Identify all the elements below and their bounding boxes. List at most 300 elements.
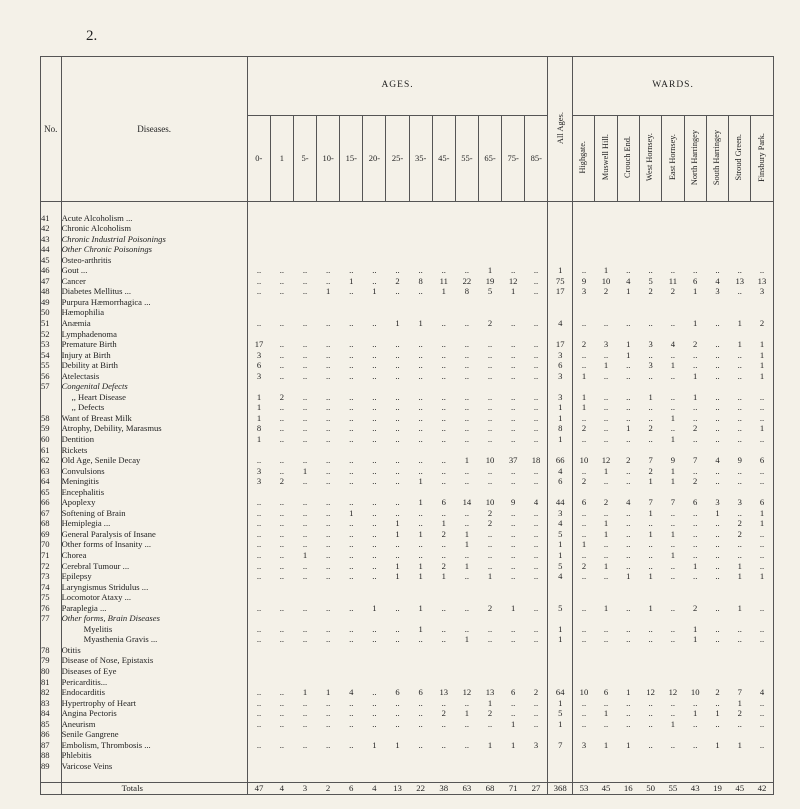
age-count [409,223,432,234]
age-count: .. [349,718,354,729]
age-count: 1 [464,528,470,539]
age-count [270,255,293,266]
spacer-cell [61,202,247,213]
ward-count: .. [581,349,587,360]
age-count: .. [510,360,516,371]
table-row [41,445,774,456]
age-count: .. [279,623,285,634]
total-age: 4 [270,783,293,795]
age-count [455,213,478,224]
age-count: 1 [302,550,308,561]
age-count: .. [349,265,354,276]
age-count: .. [372,412,377,423]
age-count [502,445,525,456]
row-number: 45 [41,255,62,266]
age-count [363,445,386,456]
ward-count [595,656,617,667]
age-count: .. [464,318,470,328]
ward-count: .. [670,349,676,360]
ward-count: 1 [737,697,742,708]
table-row [41,729,774,740]
age-count [247,234,270,245]
ward-count: .. [581,697,587,708]
age-count: 13 [439,687,449,698]
ward-count [729,223,751,234]
row-number: 53 [41,339,62,350]
all-ages-count: 44 [548,497,573,508]
age-count: .. [395,718,400,729]
age-count: 1 [464,455,470,466]
ward-count [639,761,661,772]
row-number: 70 [41,540,62,551]
age-count [455,223,478,234]
ward-count [684,666,706,677]
ward-count [684,223,706,234]
ward-count [573,656,595,667]
all-ages-count: 1 [548,413,573,424]
age-count: .. [279,265,285,276]
ward-count: 4 [626,497,631,508]
age-count: .. [525,603,548,614]
age-count: .. [349,550,354,561]
age-count: .. [372,275,377,286]
age-count: .. [464,370,470,381]
ward-count: .. [648,412,653,423]
age-count: .. [349,539,354,550]
table-row [41,613,774,624]
all-ages-count: 17 [548,339,573,350]
age-count [502,645,525,656]
age-count: .. [372,623,377,634]
age-count [478,244,501,255]
row-number: 87 [41,740,62,751]
age-count: 8 [256,423,262,434]
ward-count: .. [751,392,774,403]
disease-name: Pericarditis... [61,677,247,688]
ward-count [751,297,774,308]
age-count: .. [418,349,423,360]
age-count [432,582,455,593]
age-count: .. [487,370,493,381]
age-count: .. [349,402,354,413]
blank-cell [363,772,386,783]
row-number: 80 [41,666,62,677]
age-count [502,244,525,255]
ward-count: .. [626,602,631,613]
all-ages-count: 5 [548,529,573,540]
age-count [409,761,432,772]
age-count: .. [372,560,377,571]
age-count: .. [418,286,423,297]
age-count: .. [349,497,354,508]
ward-count: .. [581,550,587,561]
age-count: 2 [487,602,493,613]
ward-count: .. [715,423,720,434]
row-number: 66 [41,497,62,508]
age-count: .. [279,402,285,413]
age-count: 1 [510,286,516,297]
row-number: 62 [41,455,62,466]
age-count [455,381,478,392]
ward-count: 3 [581,286,587,297]
ward-count: 1 [603,560,609,571]
row-number: 74 [41,582,62,593]
age-count: .. [487,476,493,487]
ward-count: 12 [668,687,678,698]
ward-count [595,381,617,392]
age-count: .. [302,434,308,444]
age-count: .. [510,550,516,561]
age-count: .. [487,560,493,571]
age-count [270,729,293,740]
age-count: 6 [418,687,423,698]
age-count [340,329,363,340]
disease-name: Atrophy, Debility, Marasmus [61,423,247,434]
ward-count: 1 [715,739,720,750]
row-number: 51 [41,318,62,329]
age-count [386,582,409,593]
age-count: 2 [487,708,493,719]
ward-count [617,381,639,392]
ward-header [684,116,706,202]
age-count: .. [349,571,354,582]
age-count [386,677,409,688]
ward-count: .. [693,571,698,582]
age-count: .. [372,507,377,518]
ward-count [573,381,595,392]
ward-count: .. [581,507,587,518]
age-header: 35- [409,116,432,202]
disease-name: Dentition [61,434,247,445]
ward-count [729,307,751,318]
age-count: .. [279,360,285,371]
ward-count [706,244,728,255]
age-count [478,234,501,245]
ward-count: 1 [603,265,609,276]
ward-label: Finsbury Park. [756,132,766,182]
all-ages-count [548,445,573,456]
ward-count: .. [751,634,774,645]
age-count: .. [302,455,308,466]
age-count [363,677,386,688]
age-count: .. [372,339,377,350]
age-count: .. [256,550,262,561]
table-row [41,466,774,477]
age-count: .. [372,708,377,719]
ward-count: .. [626,623,631,634]
age-count: 1 [395,518,400,529]
ward-count: 1 [670,550,676,561]
all-ages-count: 4 [548,518,573,529]
row-number: 73 [41,571,62,582]
age-count: .. [325,476,331,487]
age-count: .. [372,434,377,444]
age-count: .. [279,560,285,571]
table-row [41,708,774,719]
disease-name: Phlebitis [61,750,247,761]
age-count: .. [302,497,308,508]
ward-count [573,234,595,245]
age-count [247,297,270,308]
ward-count: .. [626,507,631,518]
age-count: .. [349,318,354,328]
age-count: .. [302,602,308,613]
ward-count [751,582,774,593]
age-count: 1 [349,507,354,518]
ward-count [595,255,617,266]
ward-count [662,761,684,772]
ward-count: .. [737,265,742,276]
spacer-cell [247,202,270,213]
age-count: 18 [525,455,548,466]
ward-count: 1 [670,528,676,539]
ward-count: 3 [603,339,609,350]
ward-count: .. [581,708,587,719]
all-ages-count: 7 [548,740,573,751]
ward-count: .. [737,550,742,561]
age-count: .. [372,539,377,550]
row-number: 77 [41,613,62,624]
age-count: 1 [256,412,262,423]
ward-count: 12 [646,687,655,698]
ward-count: 4 [670,339,676,350]
ward-count: 1 [693,623,698,634]
ward-count [729,244,751,255]
age-count: 6 [441,497,446,508]
ward-count: .. [603,423,609,434]
ward-count: .. [648,739,653,750]
ward-count: .. [693,697,698,708]
age-count: .. [418,402,423,413]
age-count [502,592,525,603]
age-count [455,307,478,318]
disease-name: Otitis [61,645,247,656]
age-count: .. [525,350,548,361]
age-count: 1 [487,265,493,276]
ward-count [729,487,751,498]
ward-count: 1 [670,360,676,371]
all-ages-count [548,223,573,234]
disease-name: Chronic Industrial Poisonings [61,234,247,245]
ward-count: 2 [581,423,587,434]
age-count: .. [349,349,354,360]
age-count: 1 [487,739,493,750]
age-count: .. [279,465,285,476]
disease-name: Atelectasis [61,371,247,382]
age-count: .. [510,391,516,402]
ward-count: .. [626,434,631,444]
blank-cell [617,772,639,783]
age-count [478,645,501,656]
age-count [293,487,316,498]
age-count: .. [279,497,285,508]
all-ages-count: 6 [548,360,573,371]
ward-count: .. [670,507,676,518]
age-count [432,729,455,740]
ward-count: .. [603,697,609,708]
age-count [293,213,316,224]
all-ages-count: 3 [548,371,573,382]
ward-count: .. [715,634,720,645]
age-count: .. [302,560,308,571]
row-number: 84 [41,708,62,719]
ward-count [729,234,751,245]
row-number: 43 [41,234,62,245]
table-row [41,582,774,593]
ward-count [662,645,684,656]
ward-count: .. [626,360,631,371]
ward-count [617,613,639,624]
age-count: 1 [256,402,262,413]
ward-count [639,307,661,318]
spacer-cell [729,202,751,213]
age-count: .. [395,360,400,371]
age-count: 1 [256,434,262,444]
ward-count: .. [648,539,653,550]
table-row [41,423,774,434]
age-count: .. [302,402,308,413]
age-count: .. [418,391,423,402]
age-count: .. [372,497,377,508]
ward-count: 3 [737,497,742,508]
age-count [270,592,293,603]
age-count: .. [256,708,262,719]
ward-count: .. [603,550,609,561]
age-count: .. [279,423,285,434]
age-count [478,750,501,761]
ward-count: .. [626,550,631,561]
ward-count [573,592,595,603]
age-header: 10- [317,116,340,202]
age-count [386,307,409,318]
ward-count: 6 [603,687,609,698]
table-row [41,698,774,709]
age-count: 5 [487,286,493,297]
ward-count: .. [603,370,609,381]
age-count [525,307,548,318]
disease-name: General Paralysis of Insane [61,529,247,540]
ward-count [573,761,595,772]
all-ages-count: 4 [548,571,573,582]
age-count: 1 [464,708,470,719]
blank-cell [573,772,595,783]
age-count: 1 [418,560,423,571]
age-count: .. [279,571,285,582]
age-count: .. [372,634,377,645]
age-count: 1 [372,286,377,297]
ward-count: .. [626,560,631,571]
ward-count: 1 [581,391,587,402]
age-count: 1 [418,602,423,613]
age-count [340,213,363,224]
age-count: .. [418,455,423,466]
age-count: .. [441,550,446,561]
age-count: .. [510,339,516,350]
spacer-cell [639,202,661,213]
age-count [455,729,478,740]
ward-count: .. [581,318,587,328]
ward-count [617,487,639,498]
age-count: .. [279,634,285,645]
ward-count: .. [626,528,631,539]
age-count [386,234,409,245]
age-count: .. [395,497,400,508]
age-count: 1 [418,528,423,539]
ward-count: .. [715,349,720,360]
disease-name: Chorea [61,550,247,561]
age-count [409,677,432,688]
totals-row [41,783,774,795]
ward-count [573,750,595,761]
age-count [386,487,409,498]
age-count [455,750,478,761]
age-count [502,656,525,667]
age-count: .. [395,507,400,518]
age-count: .. [395,623,400,634]
ward-count [751,487,774,498]
age-count: .. [325,275,331,286]
age-count [409,244,432,255]
ward-count [706,307,728,318]
ward-count: 3 [715,286,720,297]
ward-count: 2 [737,528,742,539]
blank-cell [729,772,751,783]
ward-count: .. [693,739,698,750]
age-count: .. [510,634,516,645]
age-count: .. [464,571,470,582]
ward-count: .. [581,623,587,634]
age-count [432,666,455,677]
age-count [478,582,501,593]
ward-count [662,213,684,224]
table-row [41,719,774,730]
age-count: .. [464,265,470,276]
ward-count: .. [751,265,774,276]
ward-count [751,329,774,340]
age-count: .. [325,318,331,328]
age-count: .. [279,528,285,539]
age-count: 3 [525,740,548,751]
ward-count: 1 [737,560,742,571]
page-number: 2. [86,28,98,44]
ward-count: .. [693,412,698,423]
ward-count [595,592,617,603]
age-count: .. [325,349,331,360]
age-count [270,656,293,667]
ward-count: .. [670,391,676,402]
age-count: 1 [418,497,423,508]
age-count: .. [302,539,308,550]
ward-count: .. [603,391,609,402]
ward-count: .. [751,740,774,751]
age-count: 1 [395,528,400,539]
age-count [432,307,455,318]
all-ages-count [548,666,573,677]
age-count: 1 [441,518,446,529]
ward-header [751,116,774,202]
ward-count [662,234,684,245]
age-count: .. [302,370,308,381]
age-count [247,244,270,255]
disease-name: Anæmia [61,318,247,329]
ward-count [729,645,751,656]
age-count: .. [279,718,285,729]
ward-count [662,223,684,234]
ward-count: .. [603,718,609,729]
ward-count [706,677,728,688]
age-count [455,656,478,667]
ward-count: 3 [751,286,774,297]
